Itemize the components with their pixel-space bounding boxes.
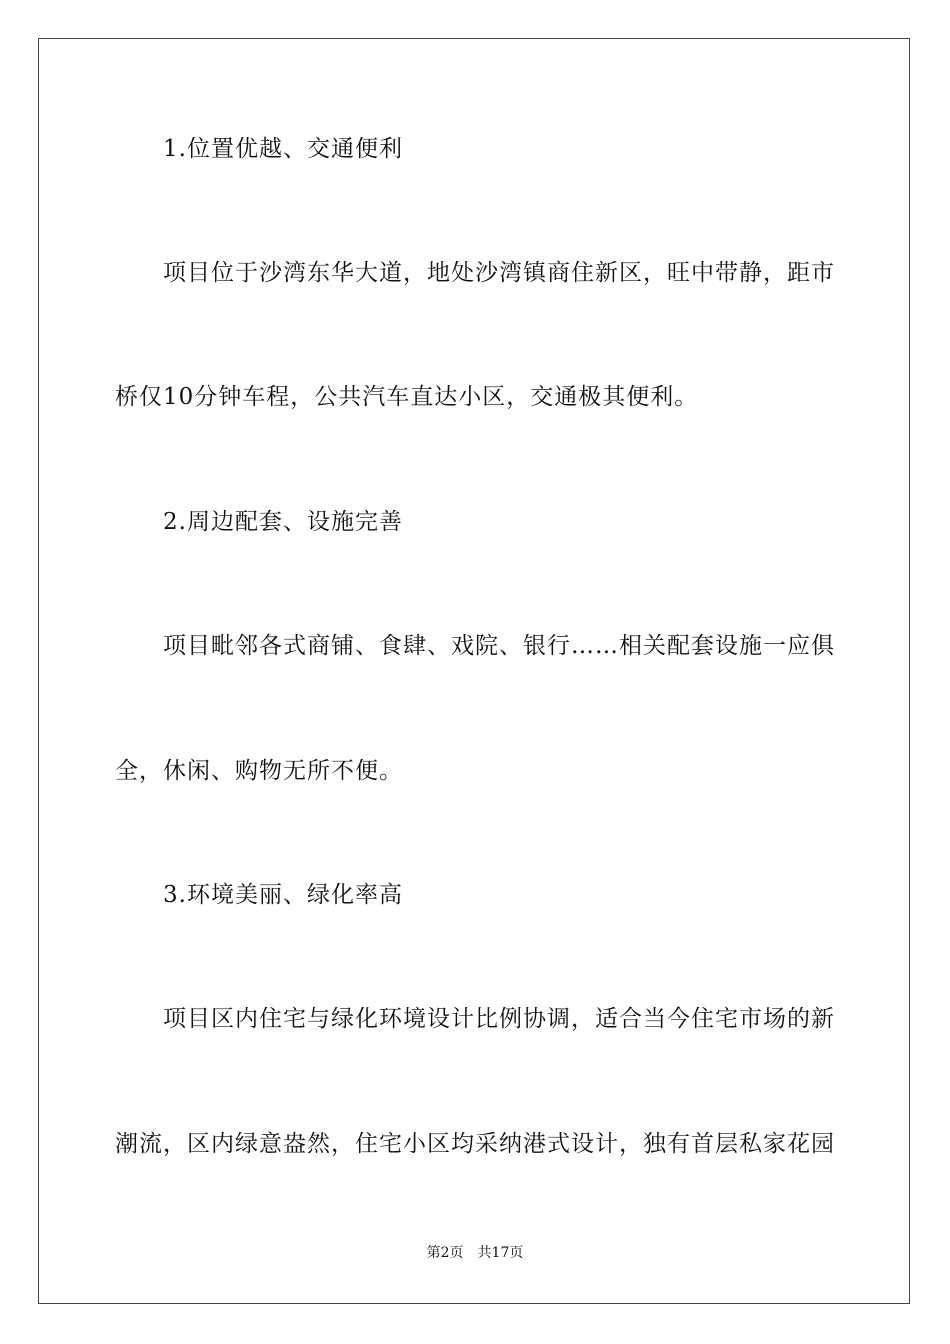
paragraph-environment-line-1: 项目区内住宅与绿化环境设计比例协调，适合当今住宅市场的新	[163, 1006, 835, 1032]
heading-environment: 3.环境美丽、绿化率高	[163, 882, 403, 908]
paragraph-location-line-1: 项目位于沙湾东华大道，地处沙湾镇商住新区，旺中带静，距市	[163, 260, 835, 286]
page-footer	[0, 1244, 950, 1262]
paragraph-facilities-line-2: 全，休闲、购物无所不便。	[115, 758, 403, 784]
paragraph-location-line-2: 桥仅10分钟车程，公共汽车直达小区，交通极其便利。	[115, 384, 699, 410]
heading-facilities: 2.周边配套、设施完善	[163, 509, 403, 535]
page-number: 第2页	[426, 1245, 464, 1261]
heading-location: 1.位置优越、交通便利	[163, 136, 403, 162]
paragraph-facilities-line-1: 项目毗邻各式商铺、食肆、戏院、银行……相关配套设施一应俱	[163, 633, 835, 659]
page-total: 共17页	[477, 1245, 524, 1261]
paragraph-environment-line-2: 潮流，区内绿意盎然，住宅小区均采纳港式设计，独有首层私家花园	[115, 1131, 835, 1157]
page-border	[38, 38, 910, 1304]
